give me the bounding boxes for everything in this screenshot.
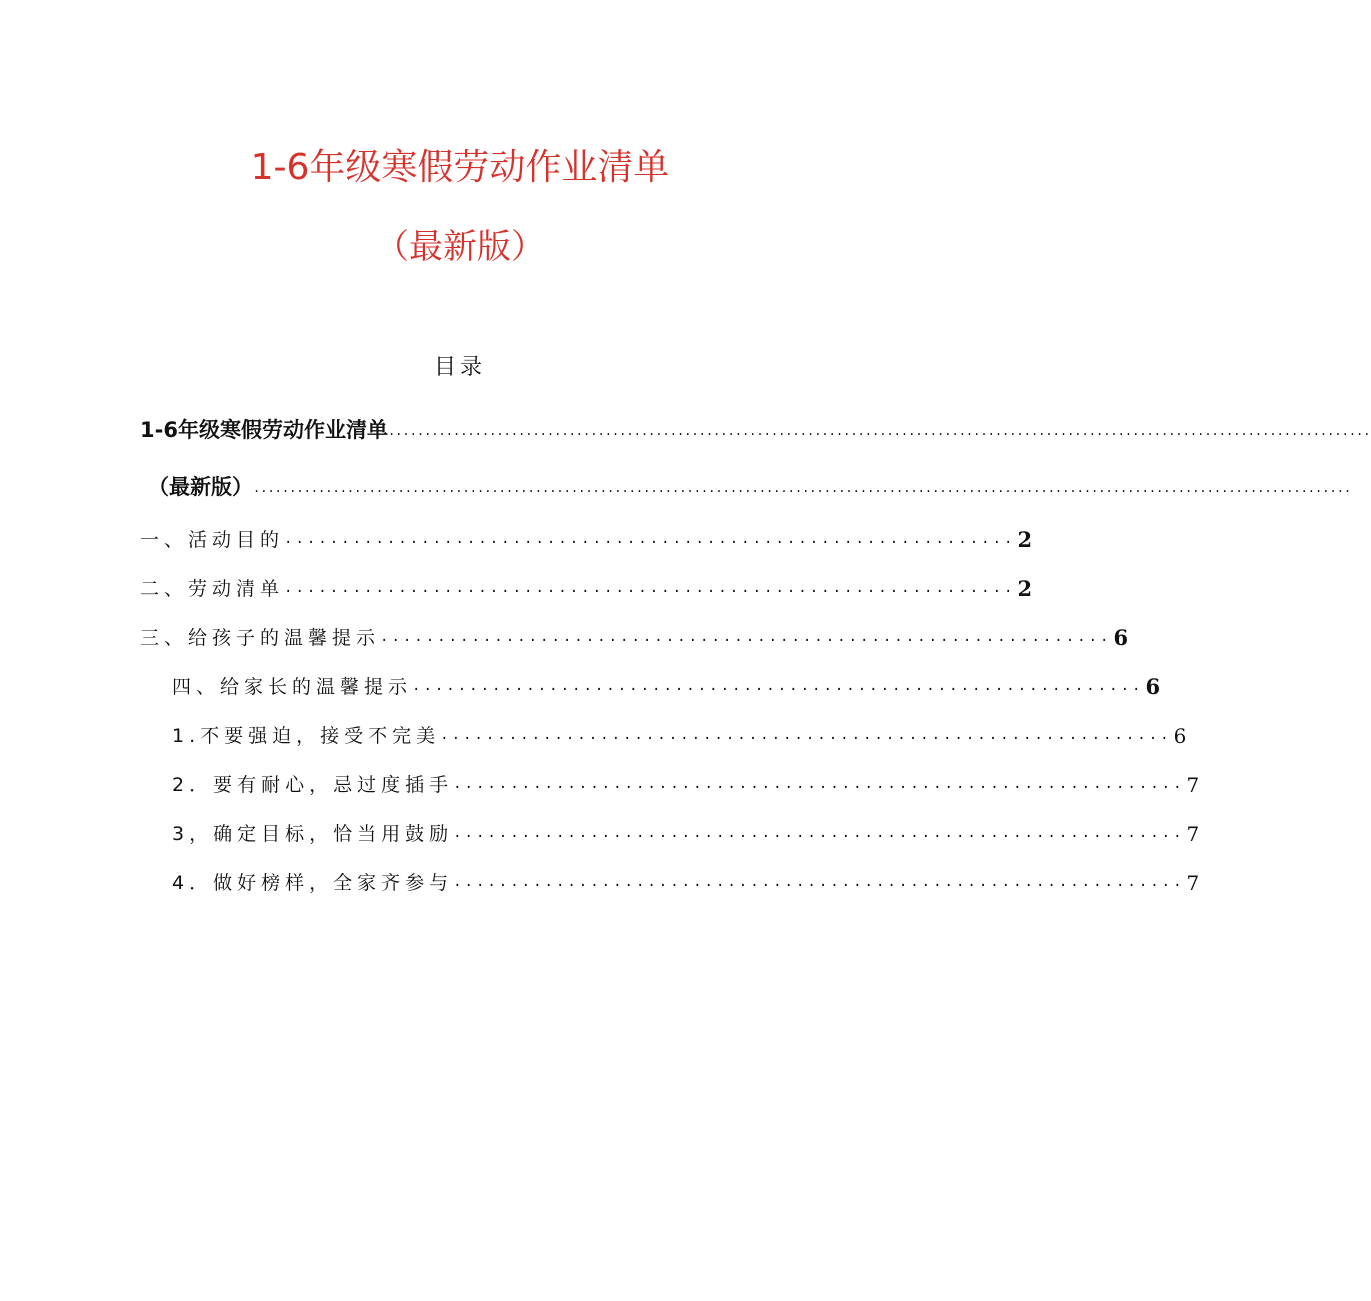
toc-dot-leader: ................................................................ [412, 678, 1144, 694]
toc-entry-label: 2．要有耐心，忌过度插手 [172, 774, 454, 796]
toc-entry-subsection-2[interactable] [172, 763, 1200, 797]
toc-entry-label: 一、活动目的 [140, 529, 285, 551]
toc-dot-leader: ................................................................ [284, 580, 1016, 596]
toc-entry-label: （最新版） [148, 475, 253, 499]
toc-entry-page: 7 [1186, 773, 1200, 797]
toc-entry-page: 6 [1173, 724, 1187, 748]
toc-entry-label: 三、给孩子的温馨提示 [140, 627, 381, 649]
toc-dot-leader: ................................................................ [440, 727, 1172, 743]
toc-entry-subtitle[interactable] [148, 467, 1352, 501]
toc-entry-section-3[interactable] [140, 616, 1129, 650]
toc-entry-label: 1-6年级寒假劳动作业清单 [140, 418, 388, 442]
toc-entry-section-2[interactable] [140, 567, 1033, 601]
toc-entry-page: 6 [1145, 674, 1161, 699]
toc-entry-subsection-4[interactable] [172, 861, 1200, 895]
toc-entry-page: 6 [1113, 625, 1129, 650]
toc-entry-section-1[interactable] [140, 518, 1033, 552]
toc-entry-label: 二、劳动清单 [140, 578, 285, 600]
toc-heading: 目录 [433, 355, 486, 380]
document-title: 1-6年级寒假劳动作业清单 [250, 147, 670, 188]
document-subtitle: （最新版） [375, 227, 545, 267]
toc-entry-page: 7 [1186, 822, 1200, 846]
toc-entry-subsection-1[interactable] [172, 714, 1187, 748]
toc-dot-leader: ................................................................ [453, 874, 1185, 890]
toc-dot-leader: ................................................................ [453, 776, 1185, 792]
toc-dot-leader: ................................................................ [453, 825, 1185, 841]
toc-dot-leader: ........................................................................................................................................ [387, 424, 1371, 438]
toc-entry-label: 4．做好榜样，全家齐参与 [172, 872, 454, 894]
toc-entry-page: 2 [1017, 527, 1033, 552]
toc-entry-label: 四、给家长的温馨提示 [172, 676, 413, 698]
toc-entry-page: 2 [1017, 576, 1033, 601]
toc-dot-leader: ................................................................ [284, 531, 1016, 547]
toc-entry-label: 3，确定目标，恰当用鼓励 [172, 823, 454, 845]
toc-entry-title[interactable] [140, 410, 1371, 444]
toc-entry-page: 7 [1186, 871, 1200, 895]
toc-entry-section-4[interactable] [172, 665, 1161, 699]
toc-entry-subsection-3[interactable] [172, 812, 1200, 846]
toc-dot-leader: ................................................................ [380, 629, 1112, 645]
toc-entry-label: 1.不要强迫，接受不完美 [172, 725, 441, 747]
toc-dot-leader: ........................................................................................................................................................ [253, 481, 1352, 495]
